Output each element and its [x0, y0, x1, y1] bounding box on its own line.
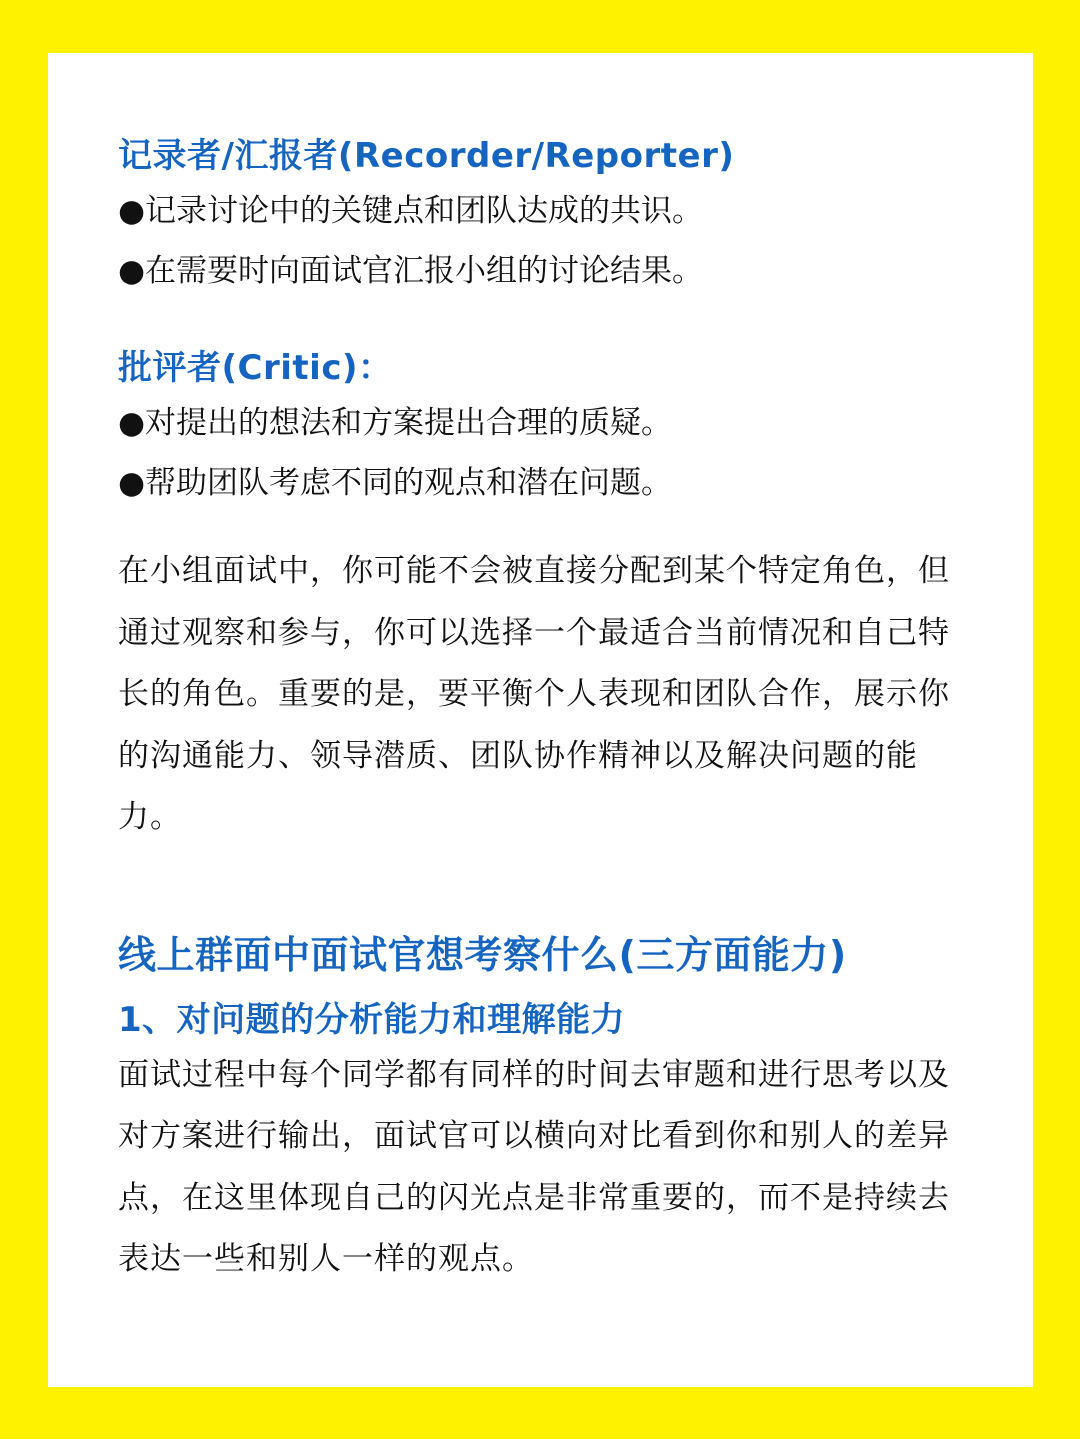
bullet-item: ●在需要时向面试官汇报小组的讨论结果。: [118, 253, 704, 289]
bullet-item: ●帮助团队考虑不同的观点和潜在问题。: [118, 465, 673, 501]
summary-paragraph: 在小组面试中，你可能不会被直接分配到某个特定角色，但通过观察和参与，你可以选择一个最适合当前情况和自己特长的角色。重要的是，要平衡个人表现和团队合作，展示你的沟通能力、领导潜质、团队协作精神以及解决问题的能力。: [118, 553, 950, 835]
section-recorder: [118, 131, 963, 301]
section-title: 记录者/汇报者(Recorder/Reporter): [118, 136, 735, 176]
point-1: [118, 995, 963, 1291]
content-card: [48, 53, 1033, 1387]
bullet-item: ●记录讨论中的关键点和团队达成的共识。: [118, 193, 704, 229]
main-heading: 线上群面中面试官想考察什么(三方面能力): [118, 932, 847, 977]
section-title: 批评者(Critic)：: [118, 348, 393, 388]
bullet-item: ●对提出的想法和方案提出合理的质疑。: [118, 405, 673, 441]
section-critic: [118, 343, 963, 513]
summary-block: [118, 541, 963, 849]
point-title: 1、对问题的分析能力和理解能力: [118, 999, 626, 1040]
point-body: 面试过程中每个同学都有同样的时间去审题和进行思考以及对方案进行输出，面试官可以横向对比看到你和别人的差异点，在这里体现自己的闪光点是非常重要的，而不是持续去表达一些和别人一样的观点。: [118, 1056, 950, 1277]
main-section: [118, 927, 963, 1291]
